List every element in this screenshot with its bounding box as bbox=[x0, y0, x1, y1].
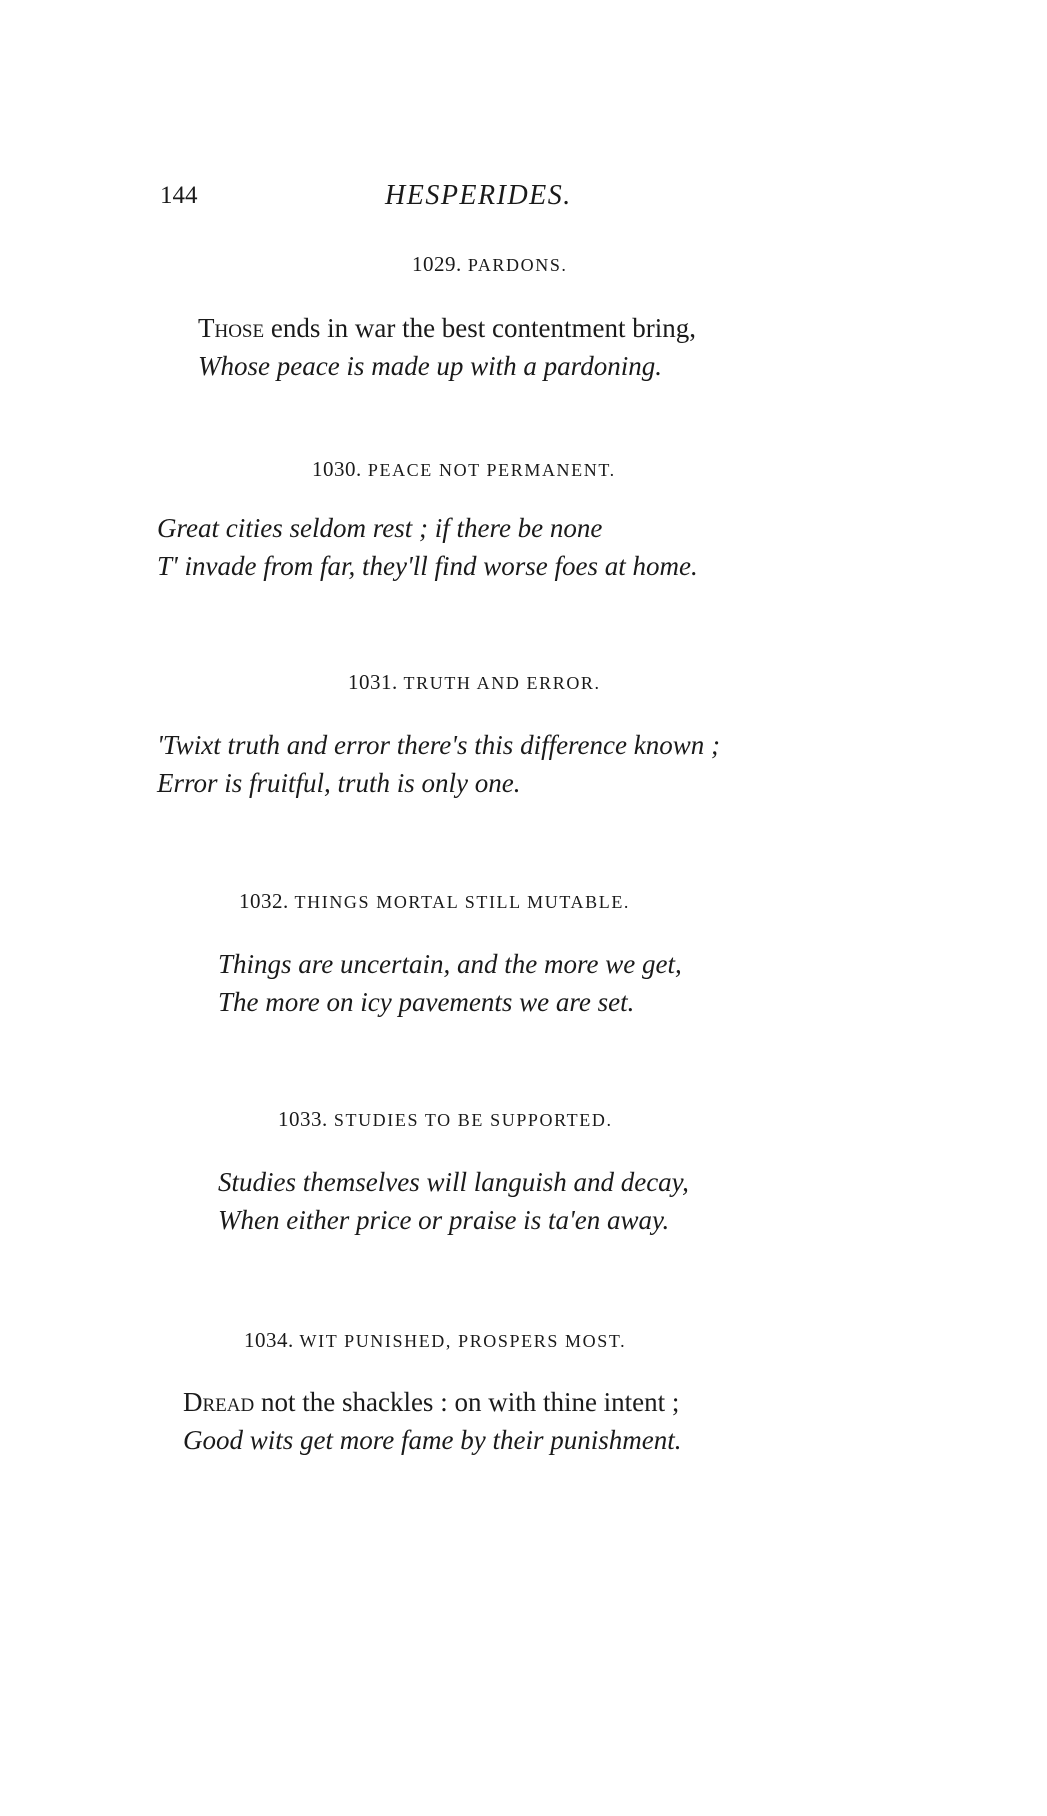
verse-lead-word: Dread bbox=[183, 1387, 255, 1417]
verse-line-rest: not the shackles : on with thine intent ; bbox=[254, 1387, 680, 1417]
verse-line bbox=[183, 1383, 681, 1421]
poem-title-text: PARDONS. bbox=[467, 255, 568, 275]
poem-number: 1029. bbox=[412, 252, 462, 276]
verse-line: When either price or praise is ta'en away. bbox=[218, 1205, 670, 1235]
poem-title-1030 bbox=[312, 457, 616, 482]
verse-line: 'Twixt truth and error there's this difference known ; bbox=[157, 730, 720, 760]
verse-line: The more on icy pavements we are set. bbox=[218, 987, 635, 1017]
poem-verse-1031 bbox=[157, 726, 720, 802]
poem-verse-1033 bbox=[218, 1163, 689, 1239]
poem-verse-1034 bbox=[183, 1383, 681, 1459]
verse-line: Good wits get more fame by their punishment. bbox=[183, 1425, 682, 1455]
poem-title-1034 bbox=[244, 1328, 626, 1353]
poem-title-1033 bbox=[278, 1107, 613, 1132]
poem-number: 1031. bbox=[348, 670, 398, 694]
poem-number: 1032. bbox=[239, 889, 289, 913]
poem-title-text: WIT PUNISHED, PROSPERS MOST. bbox=[299, 1331, 627, 1351]
poem-title-1029 bbox=[412, 252, 568, 277]
poem-title-text: PEACE NOT PERMANENT. bbox=[367, 460, 616, 480]
verse-line: Studies themselves will languish and decay, bbox=[218, 1167, 689, 1197]
poem-number: 1033. bbox=[278, 1107, 328, 1131]
verse-lead-word: Those bbox=[198, 313, 265, 343]
verse-line: Whose peace is made up with a pardoning. bbox=[198, 351, 662, 381]
poem-verse-1029 bbox=[198, 309, 696, 385]
verse-line: Great cities seldom rest ; if there be none bbox=[157, 513, 603, 543]
running-head: HESPERIDES. bbox=[385, 180, 572, 211]
poem-title-1032 bbox=[239, 889, 630, 914]
poem-title-text: THINGS MORTAL STILL MUTABLE. bbox=[294, 892, 631, 912]
poem-title-1031 bbox=[348, 670, 601, 695]
poem-title-text: TRUTH AND ERROR. bbox=[403, 673, 601, 693]
verse-line: T' invade from far, they'll find worse foes at home. bbox=[157, 551, 698, 581]
poem-number: 1034. bbox=[244, 1328, 294, 1352]
poem-verse-1030 bbox=[157, 509, 698, 585]
verse-line-rest: ends in war the best contentment bring, bbox=[264, 313, 697, 343]
page-number: 144 bbox=[160, 182, 198, 209]
poem-title-text: STUDIES TO BE SUPPORTED. bbox=[333, 1110, 613, 1130]
verse-line bbox=[198, 309, 696, 347]
poem-verse-1032 bbox=[218, 945, 682, 1021]
verse-line: Error is fruitful, truth is only one. bbox=[157, 768, 521, 798]
verse-line: Things are uncertain, and the more we get, bbox=[218, 949, 682, 979]
poem-number: 1030. bbox=[312, 457, 362, 481]
